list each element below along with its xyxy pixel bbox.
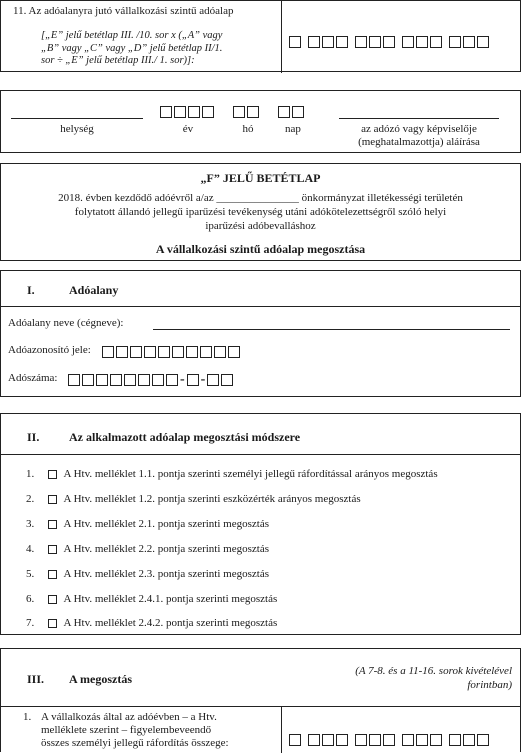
signature-caption-1: az adózó vagy képviselője bbox=[361, 123, 477, 135]
section-3-title: A megosztás bbox=[69, 672, 132, 686]
section-2 bbox=[0, 413, 521, 635]
section-3-note bbox=[355, 664, 512, 692]
signature-block bbox=[0, 90, 521, 153]
row11-amount-boxes[interactable] bbox=[289, 33, 491, 51]
section-3-note-line1: (A 7-8. és a 11-16. sorok kivételével bbox=[355, 665, 512, 677]
sheet-desc-line1: 2018. évben kezdődő adóévről a/az _______________ önkormányzat illetékességi területén bbox=[58, 192, 463, 204]
section-1 bbox=[0, 270, 521, 397]
year-boxes[interactable] bbox=[160, 103, 216, 121]
place-label: helység bbox=[60, 123, 94, 135]
tax-number-boxes[interactable]: - - bbox=[68, 371, 235, 389]
sheet-desc-line2: folytatott állandó jellegű iparűzési tevékenység utáni adókötelezettségről szóló helyi bbox=[74, 206, 447, 218]
method-option-5[interactable] bbox=[26, 568, 269, 580]
sheet-description bbox=[1, 191, 520, 233]
method-option-checkbox[interactable] bbox=[48, 619, 57, 628]
signature-caption bbox=[329, 123, 509, 149]
method-option-7[interactable] bbox=[26, 617, 277, 629]
method-option-2[interactable] bbox=[26, 493, 361, 505]
sheet-title: „F” JELŰ BETÉTLAP bbox=[200, 171, 321, 185]
method-option-text: A Htv. melléklet 1.1. pontja szerinti személyi jellegű ráfordítással arányos megosztás bbox=[63, 468, 438, 480]
section-2-header bbox=[1, 414, 520, 455]
row11-block bbox=[0, 0, 521, 72]
row1-line1: A vállalkozás által az adóévben – a Htv. bbox=[41, 711, 217, 723]
method-option-text: A Htv. melléklet 1.2. pontja szerinti eszközérték arányos megosztás bbox=[63, 493, 361, 505]
year-label: év bbox=[182, 123, 194, 135]
signature-caption-2: (meghatalmazottja) aláírása bbox=[358, 136, 480, 148]
signature-line[interactable] bbox=[339, 118, 499, 119]
row1-line2: melléklete szerint – figyelembeveendő bbox=[41, 724, 212, 736]
taxpayer-name-label: Adóalany neve (cégneve): bbox=[8, 317, 124, 329]
row11-note-line2: „B” vagy „C” vagy „D” jelű betétlap II/1. bbox=[41, 42, 223, 54]
method-option-1[interactable] bbox=[26, 468, 438, 480]
section-2-roman: II. bbox=[27, 430, 40, 444]
row11-divider bbox=[281, 1, 282, 73]
row1-divider bbox=[281, 707, 282, 753]
section-1-header bbox=[1, 271, 520, 307]
day-label: nap bbox=[285, 123, 301, 135]
method-option-4[interactable] bbox=[26, 543, 269, 555]
row11-number: 11. bbox=[13, 5, 27, 17]
method-option-checkbox[interactable] bbox=[48, 595, 57, 604]
tax-id-boxes[interactable] bbox=[102, 343, 242, 361]
section-2-title: Az alkalmazott adóalap megosztási módszere bbox=[69, 430, 301, 444]
section-3-note-line2: forintban) bbox=[467, 679, 512, 691]
taxpayer-name-field[interactable] bbox=[153, 329, 510, 330]
method-option-text: A Htv. melléklet 2.3. pontja szerinti megosztás bbox=[63, 568, 269, 580]
tax-number-label: Adószáma: bbox=[8, 372, 58, 384]
month-label: hó bbox=[242, 123, 254, 135]
row1-amount-boxes[interactable] bbox=[289, 731, 491, 749]
method-option-checkbox[interactable] bbox=[48, 495, 57, 504]
tax-id-label: Adóazonosító jele: bbox=[8, 344, 91, 356]
method-option-number: 7. bbox=[26, 617, 35, 629]
section-1-roman: I. bbox=[27, 283, 35, 297]
method-option-number: 5. bbox=[26, 568, 35, 580]
method-option-number: 6. bbox=[26, 593, 35, 605]
section-3-roman: III. bbox=[27, 672, 45, 686]
method-option-3[interactable] bbox=[26, 518, 269, 530]
day-boxes[interactable] bbox=[278, 103, 306, 121]
method-option-checkbox[interactable] bbox=[48, 545, 57, 554]
method-option-checkbox[interactable] bbox=[48, 470, 57, 479]
sheet-subtitle: A vállalkozási szintű adóalap megosztása bbox=[155, 242, 366, 256]
method-option-checkbox[interactable] bbox=[48, 520, 57, 529]
method-option-6[interactable] bbox=[26, 593, 277, 605]
row11-label bbox=[13, 5, 275, 17]
row11-text: Az adóalanyra jutó vállalkozási szintű adóalap bbox=[28, 5, 234, 17]
month-boxes[interactable] bbox=[233, 103, 261, 121]
row11-note-line1: [„E” jelű betétlap III. /10. sor x („A” vagy bbox=[41, 30, 223, 41]
method-option-text: A Htv. melléklet 2.4.1. pontja szerinti megosztás bbox=[63, 593, 278, 605]
row1-label bbox=[23, 711, 279, 750]
section-3 bbox=[0, 648, 521, 752]
sheet-desc-line3: iparűzési adóbevalláshoz bbox=[205, 220, 316, 232]
method-option-number: 1. bbox=[26, 468, 35, 480]
method-option-text: A Htv. melléklet 2.4.2. pontja szerinti megosztás bbox=[63, 617, 278, 629]
method-option-text: A Htv. melléklet 2.1. pontja szerinti megosztás bbox=[63, 518, 269, 530]
section-1-title: Adóalany bbox=[69, 283, 119, 297]
place-line[interactable] bbox=[11, 118, 143, 119]
method-option-text: A Htv. melléklet 2.2. pontja szerinti megosztás bbox=[63, 543, 269, 555]
method-option-number: 4. bbox=[26, 543, 35, 555]
row1-number: 1. bbox=[23, 711, 32, 723]
method-option-number: 2. bbox=[26, 493, 35, 505]
section-3-header bbox=[1, 649, 520, 707]
method-option-number: 3. bbox=[26, 518, 35, 530]
row11-note bbox=[41, 30, 281, 68]
row11-note-line3: sor ÷ „E” jelű betétlap III./ 1. sor)]: bbox=[41, 55, 195, 66]
sheet-title-block bbox=[0, 163, 521, 261]
method-option-checkbox[interactable] bbox=[48, 570, 57, 579]
row1-line3: összes személyi jellegű ráfordítás összege: bbox=[41, 737, 229, 749]
